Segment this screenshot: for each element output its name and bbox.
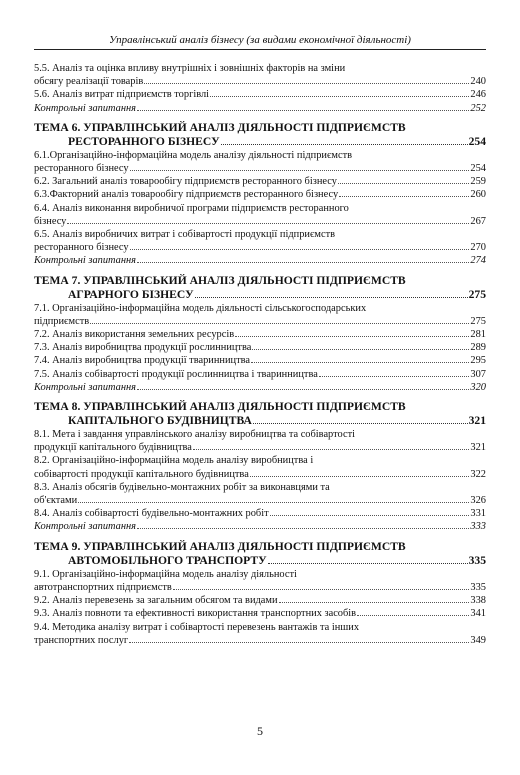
toc-entry-title: 6.2. Загальний аналіз товарообігу підприємств ресторанного бізнесу — [34, 176, 337, 188]
toc-entry[interactable] — [34, 621, 486, 647]
dot-leader — [130, 170, 470, 171]
dot-leader — [210, 96, 469, 97]
page-header — [34, 34, 486, 50]
toc-entry-title: 9.3. Аналіз повноти та ефективності використання транспортних засобів — [34, 608, 357, 620]
section-title: РЕСТОРАННОГО БІЗНЕСУ — [68, 134, 220, 148]
toc-section-heading[interactable] — [34, 274, 486, 302]
page-number: 5 — [257, 724, 263, 738]
toc-entry[interactable] — [34, 381, 486, 394]
dot-leader — [137, 262, 469, 263]
section-title: АГРАРНОГО БІЗНЕСУ — [68, 287, 194, 301]
toc-entry-title: ресторанного бізнесу — [34, 163, 129, 175]
toc-entry[interactable] — [34, 188, 486, 201]
toc-entry-title-line: 9.4. Методика аналізу витрат і собівартості перевезень вантажів та інших — [34, 621, 360, 633]
dot-leader — [67, 223, 469, 224]
toc-entry-title: 7.4. Аналіз виробництва продукції тваринництва — [34, 355, 251, 367]
toc-section-heading[interactable] — [34, 121, 486, 149]
toc-entry-page: 333 — [470, 521, 486, 533]
toc-entry-page: 260 — [470, 189, 486, 201]
dot-leader — [137, 110, 469, 111]
toc-entry-page: 349 — [470, 634, 486, 646]
toc-entry-page: 270 — [470, 242, 486, 254]
dot-leader — [195, 297, 468, 298]
section-title-line: ТЕМА 9. УПРАВЛІНСЬКИЙ АНАЛІЗ ДІЯЛЬНОСТІ ПІДПРИЄМСТВ — [34, 539, 406, 553]
toc-entry[interactable] — [34, 607, 486, 620]
dot-leader — [338, 183, 469, 184]
toc-entry-title-line: 6.1.Організаційно-інформаційна модель аналізу діяльності підприємств — [34, 149, 353, 161]
dot-leader — [221, 144, 468, 145]
dot-leader — [252, 349, 469, 350]
toc-entry-page: 281 — [470, 329, 486, 341]
toc-entry[interactable] — [34, 454, 486, 480]
toc-entry-page: 275 — [470, 315, 486, 327]
toc-entry[interactable] — [34, 568, 486, 594]
section-title-line: ТЕМА 6. УПРАВЛІНСЬКИЙ АНАЛІЗ ДІЯЛЬНОСТІ ПІДПРИЄМСТВ — [34, 120, 406, 134]
toc-entry[interactable] — [34, 88, 486, 101]
dot-leader — [137, 528, 469, 529]
toc-entry-title: 7.5. Аналіз собівартості продукції рослинництва і тваринництва — [34, 368, 318, 380]
toc-entry-page: 321 — [470, 442, 486, 454]
toc-entry-title: автотранспортних підприємств — [34, 581, 172, 593]
dot-leader — [270, 515, 470, 516]
dot-leader — [129, 642, 469, 643]
toc-entry-title-line: 8.1. Мета і завдання управлінського аналізу виробництва та собівартості — [34, 429, 356, 441]
toc-entry[interactable] — [34, 149, 486, 175]
dot-leader — [173, 589, 470, 590]
toc-entry-title-line: 5.5. Аналіз та оцінка впливу внутрішніх і зовнішніх факторів на зміни — [34, 63, 346, 74]
toc-entry-page: 254 — [470, 163, 486, 175]
toc-entry-title: собівартості продукції капітального будівництва — [34, 468, 249, 480]
toc-entry-title-line: 7.1. Організаційно-інформаційна модель діяльності сільськогосподарських — [34, 302, 367, 314]
table-of-contents — [34, 62, 486, 647]
toc-entry-page: 326 — [470, 495, 486, 507]
toc-entry-page: 246 — [470, 89, 486, 101]
toc-entry[interactable] — [34, 594, 486, 607]
toc-entry-page: 252 — [470, 102, 486, 114]
toc-entry[interactable] — [34, 354, 486, 367]
section-title: КАПІТАЛЬНОГО БУДІВНИЦТВА — [68, 414, 252, 428]
toc-entry-title: 8.4. Аналіз собівартості будівельно-монтажних робіт — [34, 508, 269, 520]
toc-entry[interactable] — [34, 428, 486, 454]
toc-entry-page: 295 — [470, 355, 486, 367]
dot-leader — [144, 83, 469, 84]
toc-section-heading[interactable] — [34, 540, 486, 568]
toc-entry[interactable] — [34, 302, 486, 328]
toc-entry[interactable] — [34, 328, 486, 341]
toc-entry-page: 341 — [470, 608, 486, 620]
section-title: АВТОМОБІЛЬНОГО ТРАНСПОРТУ — [68, 553, 267, 567]
dot-leader — [357, 615, 469, 616]
toc-entry-page: 338 — [470, 595, 486, 607]
dot-leader — [268, 563, 468, 564]
toc-entry-title: Контрольні запитання — [34, 521, 136, 533]
toc-entry-title-line: 8.3. Аналіз обсягів будівельно-монтажних робіт за виконавцями та — [34, 481, 330, 493]
toc-entry[interactable] — [34, 481, 486, 507]
toc-entry-page: 307 — [470, 368, 486, 380]
dot-leader — [130, 249, 470, 250]
section-page: 275 — [468, 287, 486, 301]
dot-leader — [319, 376, 470, 377]
dot-leader — [253, 423, 468, 424]
toc-entry[interactable] — [34, 507, 486, 520]
toc-entry[interactable] — [34, 368, 486, 381]
dot-leader — [250, 476, 470, 477]
toc-entry-title-line: 9.1. Організаційно-інформаційна модель аналізу діяльності — [34, 568, 297, 580]
toc-entry-page: 259 — [470, 176, 486, 188]
toc-entry-title: Контрольні запитання — [34, 381, 136, 393]
toc-entry-title-line: 8.2. Організаційно-інформаційна модель аналізу виробництва і — [34, 455, 314, 467]
toc-entry-page: 331 — [470, 508, 486, 520]
toc-entry-title: транспортних послуг — [34, 634, 129, 646]
toc-entry-title: бізнесу — [34, 215, 67, 227]
toc-entry-title: Контрольні запитання — [34, 102, 136, 114]
dot-leader — [251, 362, 469, 363]
toc-entry-title-line: 6.4. Аналіз виконання виробничої програми підприємств ресторанного — [34, 202, 349, 214]
toc-entry[interactable] — [34, 62, 486, 88]
dot-leader — [90, 323, 469, 324]
toc-entry-title: обсягу реалізації товарів — [34, 76, 144, 88]
dot-leader — [235, 336, 469, 337]
dot-leader — [137, 389, 469, 390]
toc-entry-title: 7.3. Аналіз виробництва продукції рослинництва — [34, 342, 252, 354]
toc-entry[interactable] — [34, 520, 486, 533]
toc-entry-title: 6.3.Факторний аналіз товарообігу підприємств ресторанного бізнесу — [34, 189, 339, 201]
dot-leader — [279, 602, 470, 603]
toc-entry-title: 5.6. Аналіз витрат підприємств торгівлі — [34, 89, 210, 101]
toc-entry[interactable] — [34, 228, 486, 254]
section-title-line: ТЕМА 8. УПРАВЛІНСЬКИЙ АНАЛІЗ ДІЯЛЬНОСТІ ПІДПРИЄМСТВ — [34, 400, 406, 414]
section-page: 335 — [468, 553, 486, 567]
dot-leader — [78, 502, 469, 503]
toc-entry[interactable] — [34, 341, 486, 354]
toc-entry-page: 274 — [470, 255, 486, 267]
dot-leader — [193, 449, 470, 450]
section-title-line: ТЕМА 7. УПРАВЛІНСЬКИЙ АНАЛІЗ ДІЯЛЬНОСТІ ПІДПРИЄМСТВ — [34, 273, 406, 287]
toc-entry-page: 322 — [470, 468, 486, 480]
toc-entry-title: Контрольні запитання — [34, 255, 136, 267]
toc-entry-title: 7.2. Аналіз використання земельних ресурсів — [34, 329, 235, 341]
toc-entry-title: ресторанного бізнесу — [34, 242, 129, 254]
toc-section-heading[interactable] — [34, 400, 486, 428]
toc-entry-title: продукції капітального будівництва — [34, 442, 192, 454]
toc-entry-title: підприємств — [34, 315, 90, 327]
toc-entry-page: 289 — [470, 342, 486, 354]
toc-entry[interactable] — [34, 102, 486, 115]
toc-entry-title: 9.2. Аналіз перевезень за загальним обсягом та видами — [34, 595, 278, 607]
toc-entry-title: об'єктами — [34, 495, 78, 507]
section-page: 321 — [468, 414, 486, 428]
toc-entry[interactable] — [34, 254, 486, 267]
toc-entry-page: 335 — [470, 581, 486, 593]
running-title: Управлінський аналіз бізнесу (за видами економічної діяльності) — [109, 34, 411, 46]
section-page: 254 — [468, 134, 486, 148]
toc-entry-title-line: 6.5. Аналіз виробничих витрат і собівартості продукції підприємств — [34, 229, 336, 241]
toc-entry-page: 267 — [470, 215, 486, 227]
toc-entry[interactable] — [34, 175, 486, 188]
toc-entry[interactable] — [34, 202, 486, 228]
dot-leader — [339, 196, 469, 197]
toc-entry-page: 240 — [470, 76, 486, 88]
toc-entry-page: 320 — [470, 381, 486, 393]
